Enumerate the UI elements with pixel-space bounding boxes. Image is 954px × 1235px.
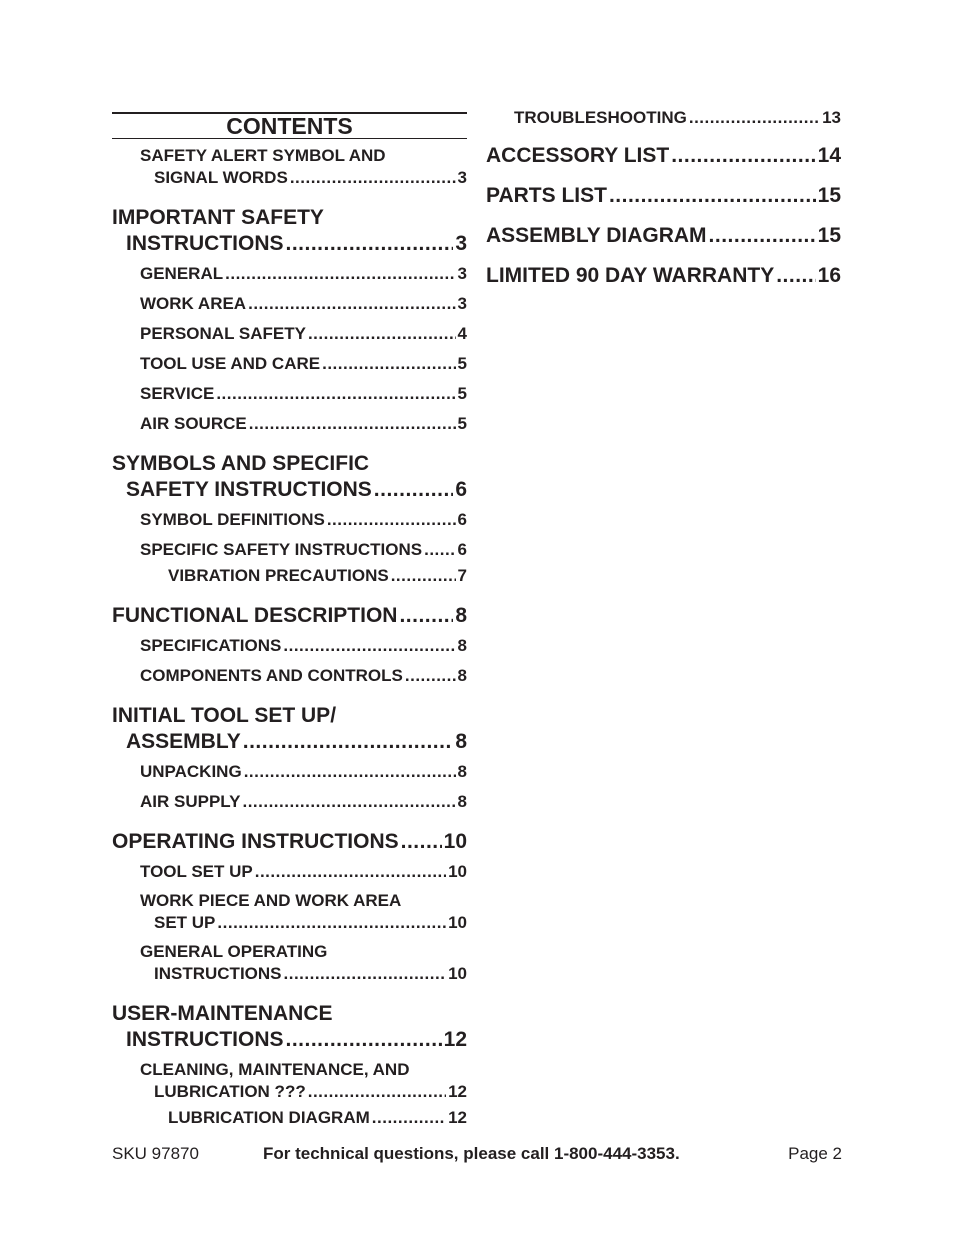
- toc-entry-vibration[interactable]: VIBRATION PRECAUTIONS ..... 7: [112, 565, 467, 587]
- toc-entry-service[interactable]: SERVICE ..... 5: [112, 383, 467, 405]
- dot-leader: [322, 353, 455, 375]
- dot-leader: [243, 729, 454, 755]
- dot-leader: [284, 963, 447, 985]
- toc-entry-unpacking[interactable]: UNPACKING ..... 8: [112, 761, 467, 783]
- tech-support-line: For technical questions, please call 1-800-444-3353.: [263, 1144, 680, 1163]
- toc-entry-troubleshooting[interactable]: TROUBLESHOOTING ..... 13: [486, 107, 841, 129]
- dot-leader: [216, 383, 455, 405]
- toc-entry-tool-use[interactable]: TOOL USE AND CARE ..... 5: [112, 353, 467, 375]
- toc-entry-specific-safety[interactable]: SPECIFIC SAFETY INSTRUCTIONS ..... 6: [112, 539, 467, 561]
- dot-leader: [399, 603, 453, 629]
- dot-leader: [217, 912, 446, 934]
- dot-leader: [671, 143, 815, 169]
- dot-leader: [286, 1027, 442, 1053]
- toc-entry-assembly-diagram[interactable]: ASSEMBLY DIAGRAM ..... 15: [486, 223, 841, 249]
- dot-leader: [424, 539, 455, 561]
- dot-leader: [244, 761, 456, 783]
- dot-leader: [249, 413, 456, 435]
- dot-leader: [327, 509, 456, 531]
- toc-entry-title: SIGNAL WORDS: [154, 168, 288, 187]
- dot-leader: [225, 263, 455, 285]
- page-number: Page 2: [788, 1144, 842, 1163]
- toc-entry-personal-safety[interactable]: PERSONAL SAFETY ..... 4: [112, 323, 467, 345]
- toc-entry-work-piece[interactable]: WORK PIECE AND WORK AREA SET UP ..... 10: [112, 890, 467, 934]
- toc-entry-specifications[interactable]: SPECIFICATIONS ..... 8: [112, 635, 467, 657]
- dot-leader: [776, 263, 815, 289]
- dot-leader: [248, 293, 455, 315]
- toc-entry-accessory-list[interactable]: ACCESSORY LIST ..... 14: [486, 143, 841, 169]
- toc-entry-safety-alert[interactable]: SAFETY ALERT SYMBOL AND SIGNAL WORDS ..... 3: [112, 145, 467, 189]
- toc-entry-title: INSTRUCTIONS: [126, 232, 284, 255]
- dot-leader: [308, 323, 456, 345]
- toc-entry-warranty[interactable]: LIMITED 90 DAY WARRANTY ..... 16: [486, 263, 841, 289]
- dot-leader: [372, 1107, 446, 1129]
- dot-leader: [242, 791, 455, 813]
- toc-entry-important-safety[interactable]: IMPORTANT SAFETY INSTRUCTIONS ..... 3: [112, 205, 467, 257]
- toc-entry-work-area[interactable]: WORK AREA ..... 3: [112, 293, 467, 315]
- dot-leader: [283, 635, 455, 657]
- sku-label: SKU 97870: [112, 1144, 199, 1163]
- toc-entry-page: 3: [457, 168, 467, 187]
- toc-entry-tool-set-up[interactable]: TOOL SET UP ..... 10: [112, 861, 467, 883]
- toc-entry-air-supply[interactable]: AIR SUPPLY ..... 8: [112, 791, 467, 813]
- contents-right-column: [486, 107, 841, 289]
- toc-entry-operating[interactable]: OPERATING INSTRUCTIONS ..... 10: [112, 829, 467, 855]
- contents-left-column: [112, 112, 467, 1129]
- toc-entry-cleaning[interactable]: CLEANING, MAINTENANCE, AND LUBRICATION ??? ..... 12: [112, 1059, 467, 1103]
- toc-entry-symbols-specific[interactable]: SYMBOLS AND SPECIFIC SAFETY INSTRUCTIONS ..... 6: [112, 451, 467, 503]
- contents-heading: CONTENTS: [112, 112, 467, 139]
- dot-leader: [405, 665, 456, 687]
- dot-leader: [255, 861, 446, 883]
- toc-entry-symbol-definitions[interactable]: SYMBOL DEFINITIONS ..... 6: [112, 509, 467, 531]
- toc-entry-general-operating[interactable]: GENERAL OPERATING INSTRUCTIONS ..... 10: [112, 941, 467, 985]
- toc-entry-air-source[interactable]: AIR SOURCE ..... 5: [112, 413, 467, 435]
- dot-leader: [308, 1081, 446, 1103]
- toc-entry-page: 3: [455, 232, 467, 255]
- dot-leader: [374, 477, 454, 503]
- toc-entry-initial-setup[interactable]: INITIAL TOOL SET UP/ ASSEMBLY ..... 8: [112, 703, 467, 755]
- dot-leader: [286, 231, 454, 257]
- toc-entry-lubrication-diagram[interactable]: LUBRICATION DIAGRAM ..... 12: [112, 1107, 467, 1129]
- toc-entry-general[interactable]: GENERAL ..... 3: [112, 263, 467, 285]
- toc-entry-parts-list[interactable]: PARTS LIST ..... 15: [486, 183, 841, 209]
- toc-entry-components[interactable]: COMPONENTS AND CONTROLS ..... 8: [112, 665, 467, 687]
- dot-leader: [401, 829, 442, 855]
- dot-leader: [709, 223, 816, 249]
- dot-leader: [290, 167, 456, 189]
- dot-leader: [689, 107, 820, 129]
- dot-leader: [609, 183, 816, 209]
- toc-entry-user-maintenance[interactable]: USER-MAINTENANCE INSTRUCTIONS ..... 12: [112, 1001, 467, 1053]
- toc-entry-functional-description[interactable]: FUNCTIONAL DESCRIPTION ..... 8: [112, 603, 467, 629]
- dot-leader: [391, 565, 456, 587]
